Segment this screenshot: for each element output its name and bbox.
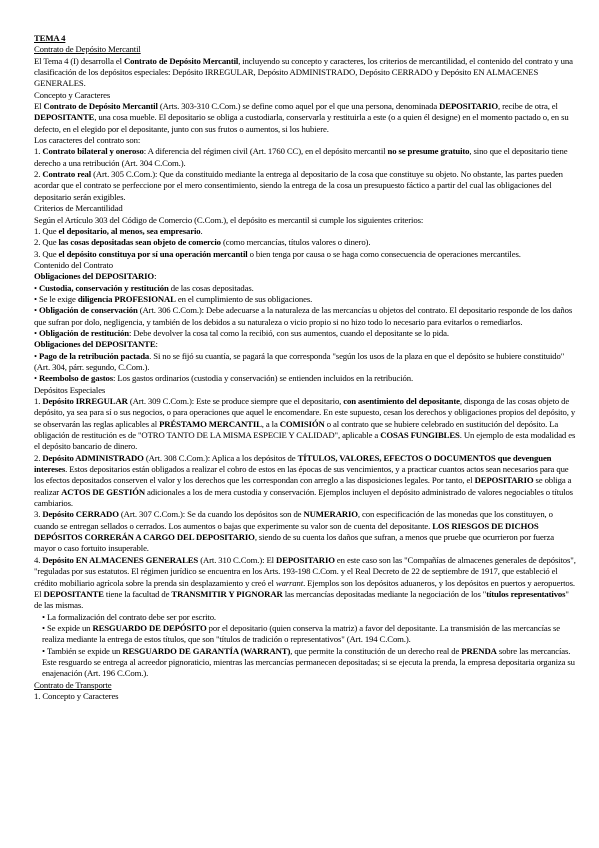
- obligacion-item: • Reembolso de gastos: Los gastos ordinarios (custodia y conservación) se entienden incluidos en la retribución.: [34, 373, 414, 384]
- intro-paragraph: El Tema 4 (I) desarrolla el Contrato de Depósito Mercantil, incluyendo su concepto y caracteres, los criterios de mercantilidad, el contenido del contrato y una clasificación de los depósitos especiales: Depósito IRREGULAR, Depósito ADMINISTRADO, Depósito CERRADO y Depósito EN ALMACENES GENERALES.: [34, 55, 573, 89]
- caracteres-intro: Los caracteres del contrato son:: [34, 135, 141, 146]
- section-heading-transporte: Contrato de Transporte: [34, 679, 112, 690]
- obligacion-item: • Obligación de restitución: Debe devolver la cosa tal como la recibió, con sus aumentos, cuando el depositante se lo pida.: [34, 327, 449, 338]
- criterio-item: 3. Que el depósito constituya por sí una operación mercantil o bien tenga por causa o se haga como consecuencia de operaciones mercantiles.: [34, 248, 521, 259]
- criterios-heading: Criterios de Mercantilidad: [34, 203, 123, 214]
- obligaciones-depositante-heading: Obligaciones del DEPOSITANTE:: [34, 339, 158, 350]
- criterios-intro: Según el Artículo 303 del Código de Comercio (C.Com.), el depósito es mercantil si cumple los siguientes criterios:: [34, 214, 424, 225]
- concept-heading: Concepto y Caracteres: [34, 89, 111, 100]
- criterio-item: 2. Que las cosas depositadas sean objeto de comercio (como mercancías, títulos valores o dinero).: [34, 237, 371, 248]
- caracter-item: 2. Contrato real (Art. 305 C.Com.): Que da constituido mediante la entrega al depositario de la cosa que constituye su objeto. No obstante, las partes pueden acordar que el contrato se perfeccione por el mero consentimiento, siendo la entrega de la cosa un presupuesto fáctico a partir del cual las obligaciones del depositario serán exigibles.: [34, 169, 563, 202]
- concept-paragraph: El Contrato de Depósito Mercantil (Arts. 303-310 C.Com.) se define como aquel por el que una persona, denominada DEPOSITARIO, recibe de otra, el DEPOSITANTE, una cosa mueble. El depositario se obliga a custodiarla, conservarla y restituirla a este (o a quien él designe) en el momento pactado o, en su defecto, en el elegido por el depositante, junto con sus frutos o aumentos, si los hubiere.: [34, 101, 569, 134]
- contenido-heading: Contenido del Contrato: [34, 259, 113, 270]
- obligacion-item: • Se le exige diligencia PROFESIONAL en el cumplimiento de sus obligaciones.: [34, 293, 313, 304]
- document-title: TEMA 4: [34, 33, 66, 43]
- obligacion-item: • Pago de la retribución pactada. Si no se fijó su cuantía, se pagará la que corresponda "según los usos de la plaza en que el depósito se hubiere constituido" (Art. 304, párr. segundo, C.Com.).: [34, 350, 565, 372]
- caracter-item: 1. Contrato bilateral y oneroso: A diferencia del régimen civil (Art. 1760 CC), en el depósito mercantil no se presume gratuito, sino que el depositario tiene derecho a una retribución (Art. 304 C.Com.).: [34, 146, 568, 168]
- obligacion-item: • Custodia, conservación y restitución de las cosas depositadas.: [34, 282, 254, 293]
- almacenes-subitem: • La formalización del contrato debe ser por escrito.: [42, 611, 216, 622]
- obligacion-item: • Obligación de conservación (Art. 306 C.Com.): Debe adecuarse a la naturaleza de las mercancías u objetos del contrato. El depositario responde de los daños que sufran por dolo, negligencia, y también de los debidos a su naturaleza o vicio propio si no hizo todo lo necesario para evitarlos o remediarlos.: [34, 305, 573, 327]
- deposito-administrado-item: 2. Depósito ADMINISTRADO (Art. 308 C.Com.): Aplica a los depósitos de TÍTULOS, VALORES, EFECTOS O DOCUMENTOS que devenguen intereses. Estos depositarios están obligados a realizar el cobro de estos en las épocas de sus vencimientos, y a practicar cuantos actos sean necesarios para que los efectos depositados conserven el valor y los derechos que les correspondan con arreglo a las disposiciones legales. Por tanto, el DEPOSITARIO se obliga a realizar ACTOS DE GESTIÓN adicionales a los de mera custodia y conservación. Ejemplos incluyen el depósito administrado de valores negociables o títulos cambiarios.: [34, 452, 573, 509]
- deposito-irregular-item: 1. Depósito IRREGULAR (Art. 309 C.Com.): Este se produce siempre que el depositario, con asentimiento del depositante, disponga de las cosas objeto de depósito, ya sea para sí o sus negocios, o para operaciones que aquel le encomendare. En este supuesto, cesan los derechos y obligaciones propios del depósito, y se observarán las reglas aplicables al PRÉSTAMO MERCANTIL, a la COMISIÓN o al contrato que se hubiere celebrado en sustitución del depósito. La obligación de restitución es de "OTRO TANTO DE LA MISMA ESPECIE Y CALIDAD", aplicable a COSAS FUNGIBLES. Un ejemplo de esta modalidad es el depósito bancario de dinero.: [34, 396, 576, 452]
- criterio-item: 1. Que el depositario, al menos, sea empresario.: [34, 225, 203, 236]
- almacenes-subitem: • También se expide un RESGUARDO DE GARANTÍA (WARRANT), que permite la constitución de un derecho real de PRENDA sobre las mercancías. Este resguardo se entrega al acreedor pignoraticio, mientras las mercancías permanecen depositadas; si se ejecuta la prenda, la empresa depositaria organiza su enajenación (Art. 196 C.Com.).: [42, 645, 575, 679]
- deposito-cerrado-item: 3. Depósito CERRADO (Art. 307 C.Com.): Se da cuando los depósitos son de NUMERARIO, con especificación de las monedas que los constituyen, o cuando se entregan sellados o cerrados. Los aumentos o bajas que experimente su valor son de cuenta del depositante. LOS RIESGOS DE DICHOS DEPÓSITOS CORRERÁN A CARGO DEL DEPOSITARIO, siendo de su cuenta los daños que sufran, a menos que pruebe que ocurrieron por fuerza mayor o caso fortuito insuperable.: [34, 509, 554, 554]
- obligaciones-depositario-heading: Obligaciones del DEPOSITARIO:: [34, 271, 157, 282]
- section-heading-deposito: Contrato de Depósito Mercantil: [34, 44, 141, 55]
- deposito-almacenes-item: 4. Depósito EN ALMACENES GENERALES (Art. 310 C.Com.): El DEPOSITARIO en este caso son las "Compañías de almacenes generales de depósitos", "reguladas por sus estatutos. El régimen jurídico se encuentra en los Arts. 193-198 C.Com. y el Real Decreto de 22 de septiembre de 1917, que estableció el crédito mobiliario agrícola sobre la prenda sin desplazamiento y creó el warrant. Ejemplos son los depósitos aduaneros, y los depósitos en puertos y aeropuertos. El DEPOSITANTE tiene la facultad de TRANSMITIR Y PIGNORAR las mercancías depositadas mediante la negociación de los "títulos representativos" de las mismas.: [34, 554, 576, 611]
- especiales-heading: Depósitos Especiales: [34, 384, 106, 395]
- transporte-subheading: 1. Concepto y Caracteres: [34, 690, 119, 701]
- almacenes-subitem: • Se expide un RESGUARDO DE DEPÓSITO por el depositario (quien conserva la matriz) a favor del depositante. La transmisión de las mercancías se realiza mediante la entrega de estos títulos, que son "títulos de tradición o representativos" (Art. 194 C.Com.).: [42, 622, 560, 645]
